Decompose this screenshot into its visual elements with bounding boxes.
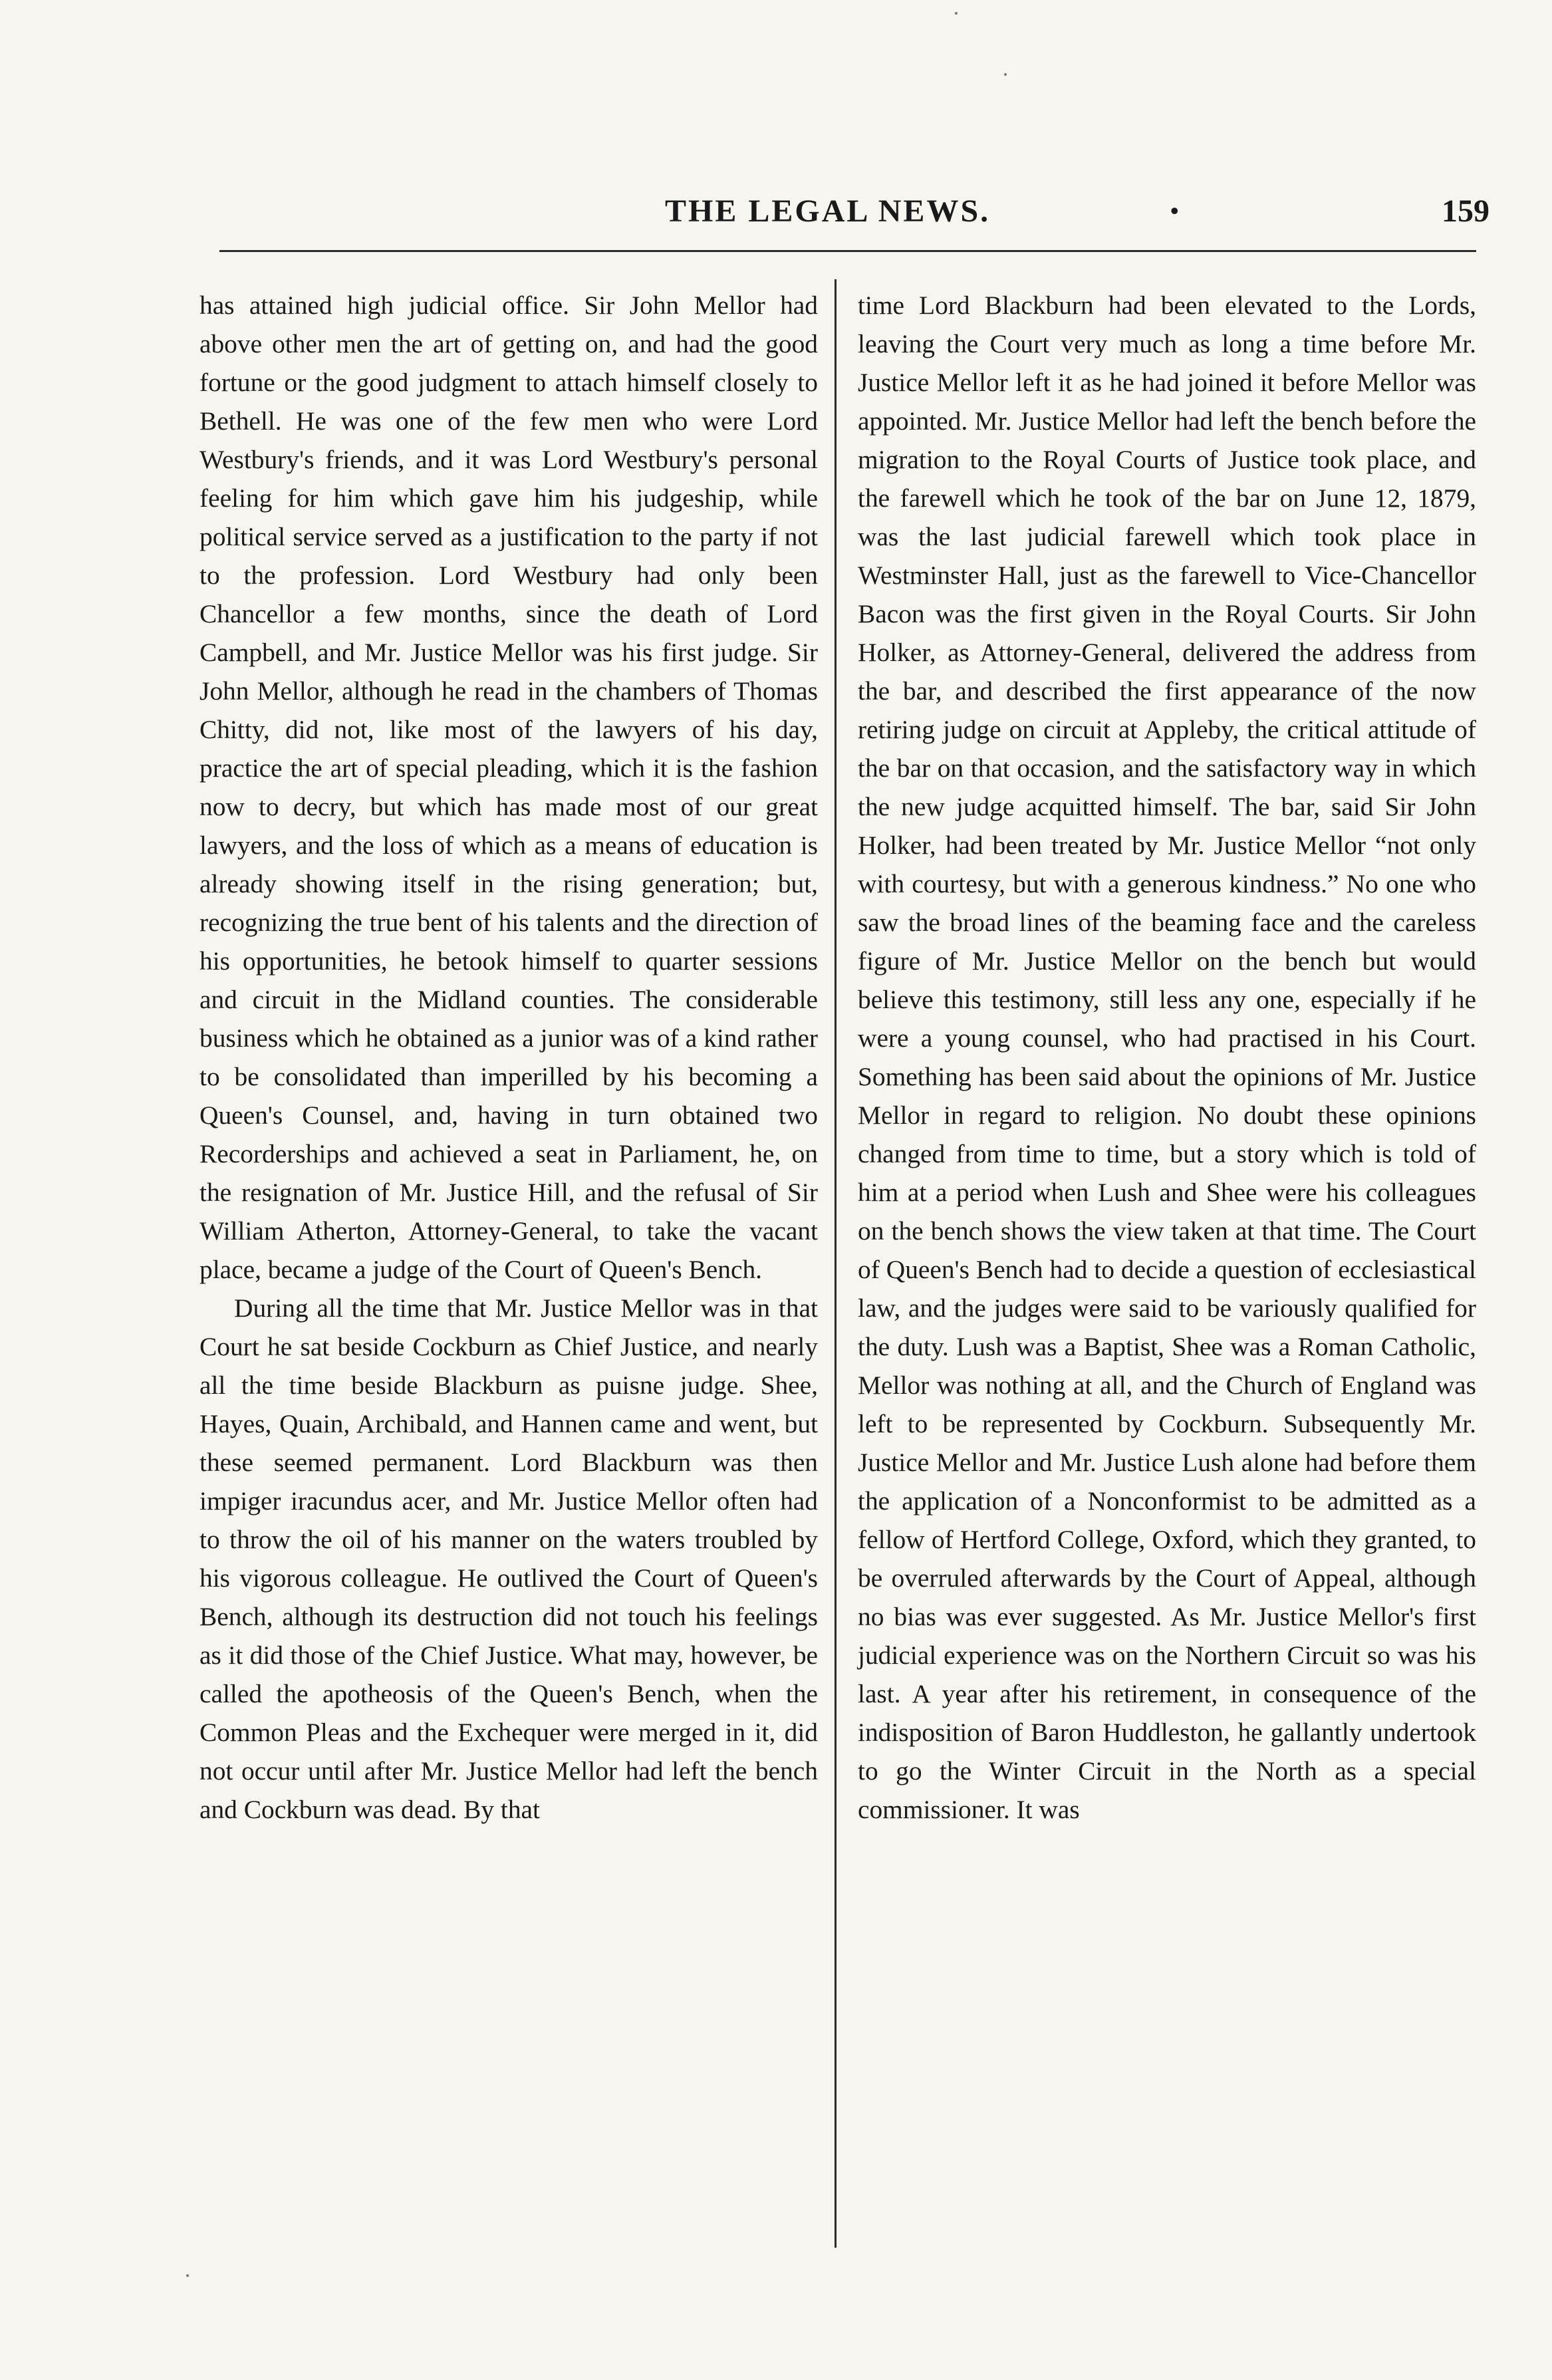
right-paragraph-1: time Lord Blackburn had been elevated to the Lords, leaving the Court very much as long a time before Mr. Justice Mellor left it as he had joined it before Mellor was appointed. Mr. Justice Mellor had left the bench before the migration to the Royal Courts of Justice took place, and the farewell which he took of the bar on June 12, 1879, was the last judicial farewell which took place in Westminster Hall, just as the farewell to Vice-Chancellor Bacon was the first given in the Royal Courts. Sir John Holker, as Attorney-General, delivered the address from the bar, and described the first appearance of the now retiring judge on circuit at Appleby, the critical attitude of the bar on that occasion, and the satisfactory way in which the new judge acquitted himself. The bar, said Sir John Holker, had been treated by Mr. Justice Mellor “not only with courtesy, but with a generous kindness.” No one who saw the broad lines of the beaming face and the careless figure of Mr. Justice Mellor on the bench but would believe this testimony, still less any one, especially if he were a young counsel, who had practised in his Court. Something has been said about the opinions of Mr. Justice Mellor in regard to religion. No doubt these opinions changed from time to time, but a story which is told of him at a period when Lush and Shee were his colleagues on the bench shows the view taken at that time. The Court of Queen's Bench had to decide a question of ecclesiastical law, and the judges were said to be variously qualified for the duty. Lush was a Baptist, Shee was a Roman Catholic, Mellor was nothing at all, and the Church of England was left to be represented by Cockburn. Subsequently Mr. Justice Mellor and Mr. Justice Lush alone had before them the application of a Nonconformist to be admitted as a fellow of Hertford College, Oxford, which they granted, to be overruled afterwards by the Court of Appeal, although no bias was ever suggested. As Mr. Justice Mellor's first judicial experience was on the Northern Circuit so was his last. A year after his retirement, in consequence of the indisposition of Baron Huddleston, he gallantly undertook to go the Winter Circuit in the North as a special commissioner. It was <box>858 291 1476 1824</box>
paper-speck <box>1004 73 1007 76</box>
left-column <box>199 286 818 1829</box>
running-title: THE LEGAL NEWS. <box>665 194 991 229</box>
header-rule <box>219 250 1476 252</box>
page-header <box>213 193 1489 246</box>
right-column <box>858 286 1476 1829</box>
left-paragraph-2: During all the time that Mr. Justice Mellor was in that Court he sat beside Cockburn as Chief Justice, and nearly all the time beside Blackburn as puisne judge. Shee, Hayes, Quain, Archibald, and Hannen came and went, but these seemed permanent. Lord Blackburn was then impiger iracundus acer, and Mr. Justice Mellor often had to throw the oil of his manner on the waters troubled by his vigorous colleague. He outlived the Court of Queen's Bench, although its destruction did not touch his feelings as it did those of the Chief Justice. What may, however, be called the apotheosis of the Queen's Bench, when the Common Pleas and the Exchequer were merged in it, did not occur until after Mr. Justice Mellor had left the bench and Cockburn was dead. By that <box>199 1293 818 1824</box>
paper-speck <box>186 2274 189 2277</box>
column-divider <box>835 279 837 2248</box>
left-paragraph-1: has attained high judicial office. Sir John Mellor had above other men the art of getting on, and had the good fortune or the good judgment to attach himself closely to Bethell. He was one of the few men who were Lord Westbury's friends, and it was Lord Westbury's personal feeling for him which gave him his judgeship, while political service served as a justification to the party if not to the profession. Lord Westbury had only been Chancellor a few months, since the death of Lord Campbell, and Mr. Justice Mellor was his first judge. Sir John Mellor, although he read in the chambers of Thomas Chitty, did not, like most of the lawyers of his day, practice the art of special pleading, which it is the fashion now to decry, but which has made most of our great lawyers, and the loss of which as a means of education is already showing itself in the rising generation; but, recognizing the true bent of his talents and the direction of his opportunities, he betook himself to quarter sessions and circuit in the Midland counties. The considerable business which he obtained as a junior was of a kind rather to be consolidated than imperilled by his becoming a Queen's Counsel, and, having in turn obtained two Recorderships and achieved a seat in Parliament, he, on the resignation of Mr. Justice Hill, and the refusal of Sir William Atherton, Attorney-General, to take the vacant place, became a judge of the Court of Queen's Bench. <box>199 291 818 1284</box>
header-bullet-mark: • <box>1170 198 1179 224</box>
page-number: 159 <box>1442 194 1489 229</box>
paper-speck <box>955 12 958 15</box>
